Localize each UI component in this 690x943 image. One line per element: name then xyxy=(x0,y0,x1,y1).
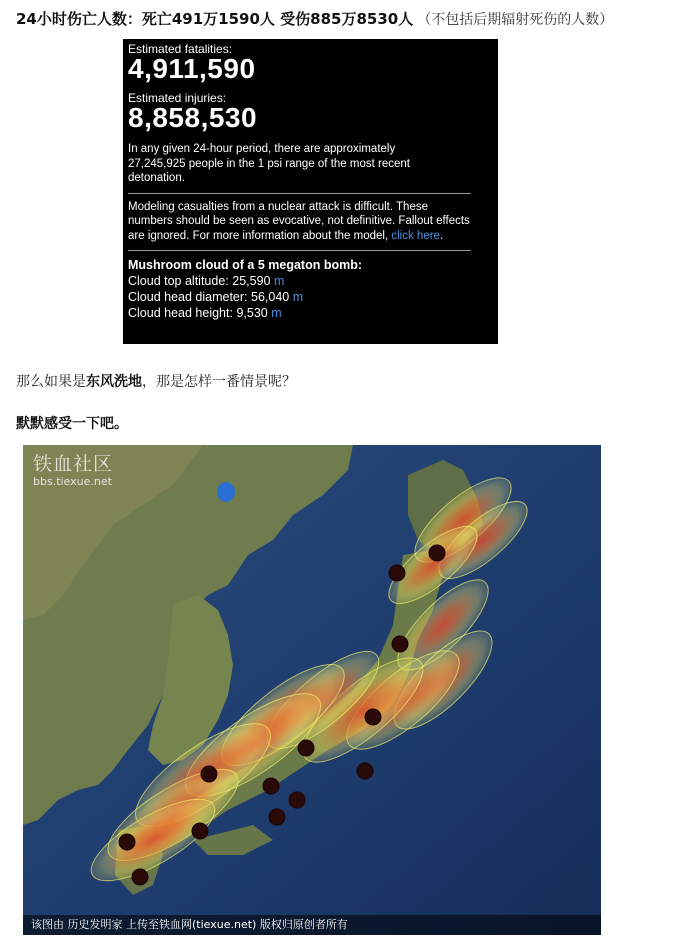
divider xyxy=(128,193,471,194)
casualty-panel xyxy=(123,39,498,344)
model-disclaimer-text: Modeling casualties from a nuclear attack is difficult. These numbers should be seen as evocative, not definitive. Fallout effects are ignored. For more information about the model, xyxy=(128,200,470,242)
injuries-label: Estimated injuries: xyxy=(128,91,227,105)
psi-range-text: In any given 24-hour period, there are approximately 27,245,925 people in the 1 psi range of the most recent detonation. xyxy=(128,143,410,184)
headline-main: 24小时伤亡人数：死亡491万1590人 受伤885万8530人 xyxy=(16,10,414,28)
headline xyxy=(16,8,613,31)
cloud-height-label: Cloud head height: xyxy=(128,306,233,320)
feel-it-line: 默默感受一下吧。 xyxy=(16,416,128,432)
cloud-height-unit: m xyxy=(271,306,282,320)
cloud-diameter-row xyxy=(128,289,492,305)
click-here-link[interactable]: click here xyxy=(391,229,440,242)
watermark-title: 铁血社区 xyxy=(33,453,114,475)
cloud-diameter-value: 56,040 xyxy=(251,290,290,304)
model-disclaimer-period: . xyxy=(439,229,444,242)
cloud-top-label: Cloud top altitude: xyxy=(128,274,229,288)
watermark xyxy=(33,453,113,488)
question-bold: 东风洗地 xyxy=(86,374,142,390)
fatalities-label: Estimated fatalities: xyxy=(128,42,233,56)
mushroom-cloud-title: Mushroom cloud of a 5 megaton bomb: xyxy=(128,258,363,272)
cloud-diameter-unit: m xyxy=(292,290,304,304)
model-disclaimer xyxy=(128,200,473,244)
map-graphic xyxy=(23,445,601,935)
injuries-value: 8,858,530 xyxy=(128,102,258,133)
watermark-url: bbs.tiexue.net xyxy=(33,475,112,488)
cloud-height-value: 9,530 xyxy=(236,306,268,320)
cloud-height-row xyxy=(128,305,492,321)
cloud-top-unit: m xyxy=(273,274,285,288)
cloud-diameter-label: Cloud head diameter: xyxy=(128,290,248,304)
image-caption: 该图由 历史发明家 上传至铁血网(tiexue.net) 版权归原创者所有 xyxy=(23,915,601,935)
question-prefix: 那么如果是 xyxy=(16,374,86,390)
fallout-map-image xyxy=(23,445,601,935)
lake xyxy=(217,482,235,502)
question-line xyxy=(16,372,296,392)
cloud-top-row xyxy=(128,273,492,289)
question-suffix: ，那是怎样一番情景呢？ xyxy=(142,374,296,390)
cloud-top-value: 25,590 xyxy=(232,274,271,288)
headline-note: （不包括后期辐射死伤的人数） xyxy=(417,12,614,28)
fatalities-value: 4,911,590 xyxy=(128,53,256,84)
divider xyxy=(128,250,471,251)
